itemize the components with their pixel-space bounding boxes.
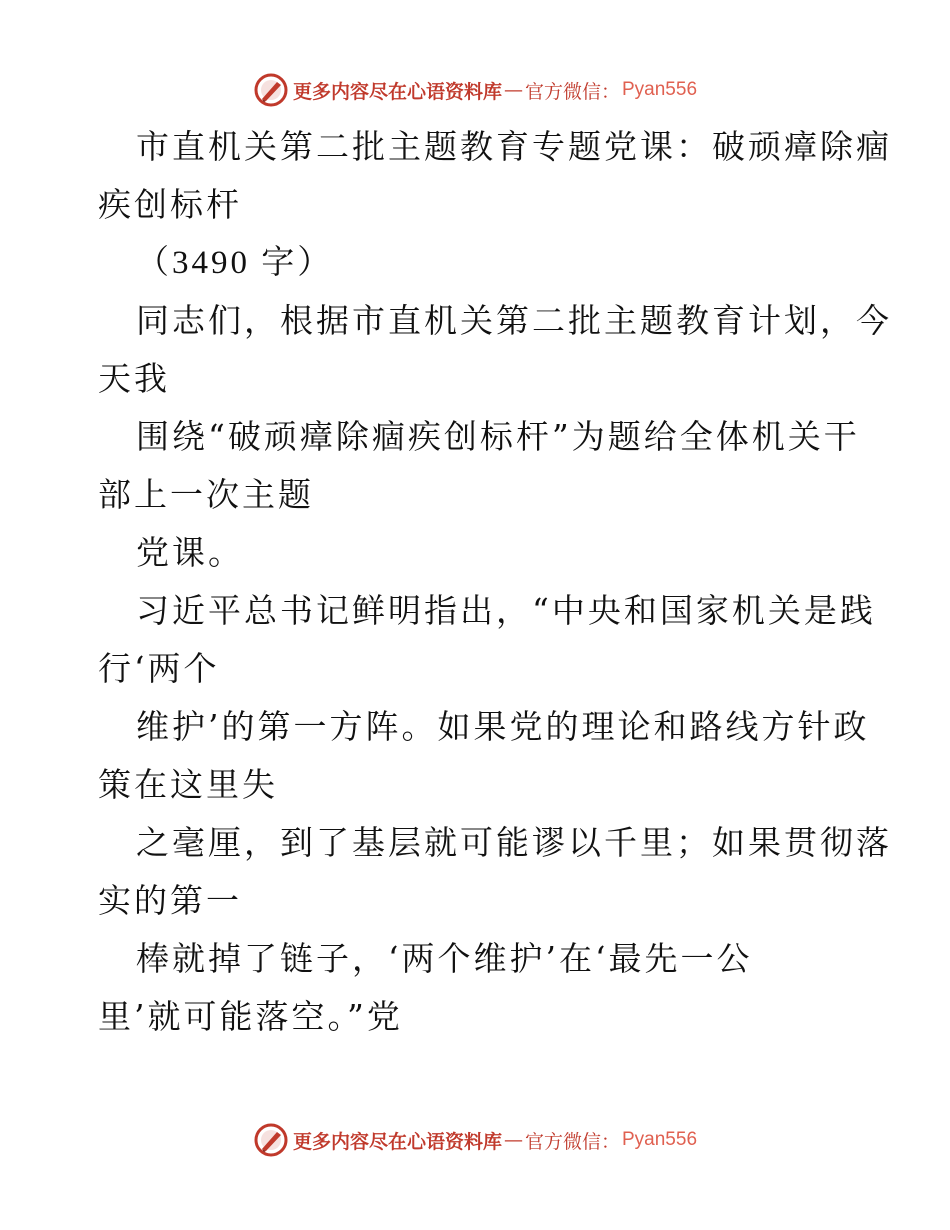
title-line-1: 市直机关第二批主题教育专题党课：破顽瘴除痼 xyxy=(136,127,892,166)
banner-wechat-label: 官方微信： xyxy=(524,80,620,103)
text-line: 习近平总书记鲜明指出，“中央和国家机关是践 xyxy=(136,591,876,630)
header-banner xyxy=(0,70,950,110)
text-line: 棒就掉了链子，‘两个维护’在‘最先一公 xyxy=(136,939,753,978)
text-line: 部上一次主题 xyxy=(98,475,314,514)
banner-wechat-id: Pyan556 xyxy=(622,1129,698,1150)
footer-banner xyxy=(0,1120,950,1160)
banner-main-text: 更多内容尽在心语资料库 xyxy=(292,80,502,103)
banner-separator: — xyxy=(503,1129,523,1151)
text-line: 天我 xyxy=(98,359,170,398)
banner-wechat-label: 官方微信： xyxy=(524,1130,620,1153)
text-line: 实的第一 xyxy=(98,881,242,920)
text-line: 维护’的第一方阵。如果党的理论和路线方针政 xyxy=(136,707,870,746)
banner-main-text: 更多内容尽在心语资料库 xyxy=(292,1130,502,1153)
text-line: 同志们，根据市直机关第二批主题教育计划，今 xyxy=(136,301,892,340)
word-count: （3490 字） xyxy=(136,245,334,281)
pen-logo-icon xyxy=(253,1122,289,1158)
document-body xyxy=(98,118,892,1046)
title-line-2: 疾创标杆 xyxy=(98,185,242,224)
text-line: 里’就可能落空。”党 xyxy=(98,997,403,1036)
text-line: 之毫厘，到了基层就可能谬以千里；如果贯彻落 xyxy=(136,823,892,862)
text-line: 行‘两个 xyxy=(98,649,220,688)
text-line: 围绕“破顽瘴除痼疾创标杆”为题给全体机关干 xyxy=(136,417,860,456)
text-line: 策在这里失 xyxy=(98,765,278,804)
banner-wechat-id: Pyan556 xyxy=(622,79,698,100)
pen-logo-icon xyxy=(253,72,289,108)
text-line: 党课。 xyxy=(136,533,244,572)
banner-separator: — xyxy=(503,79,523,101)
